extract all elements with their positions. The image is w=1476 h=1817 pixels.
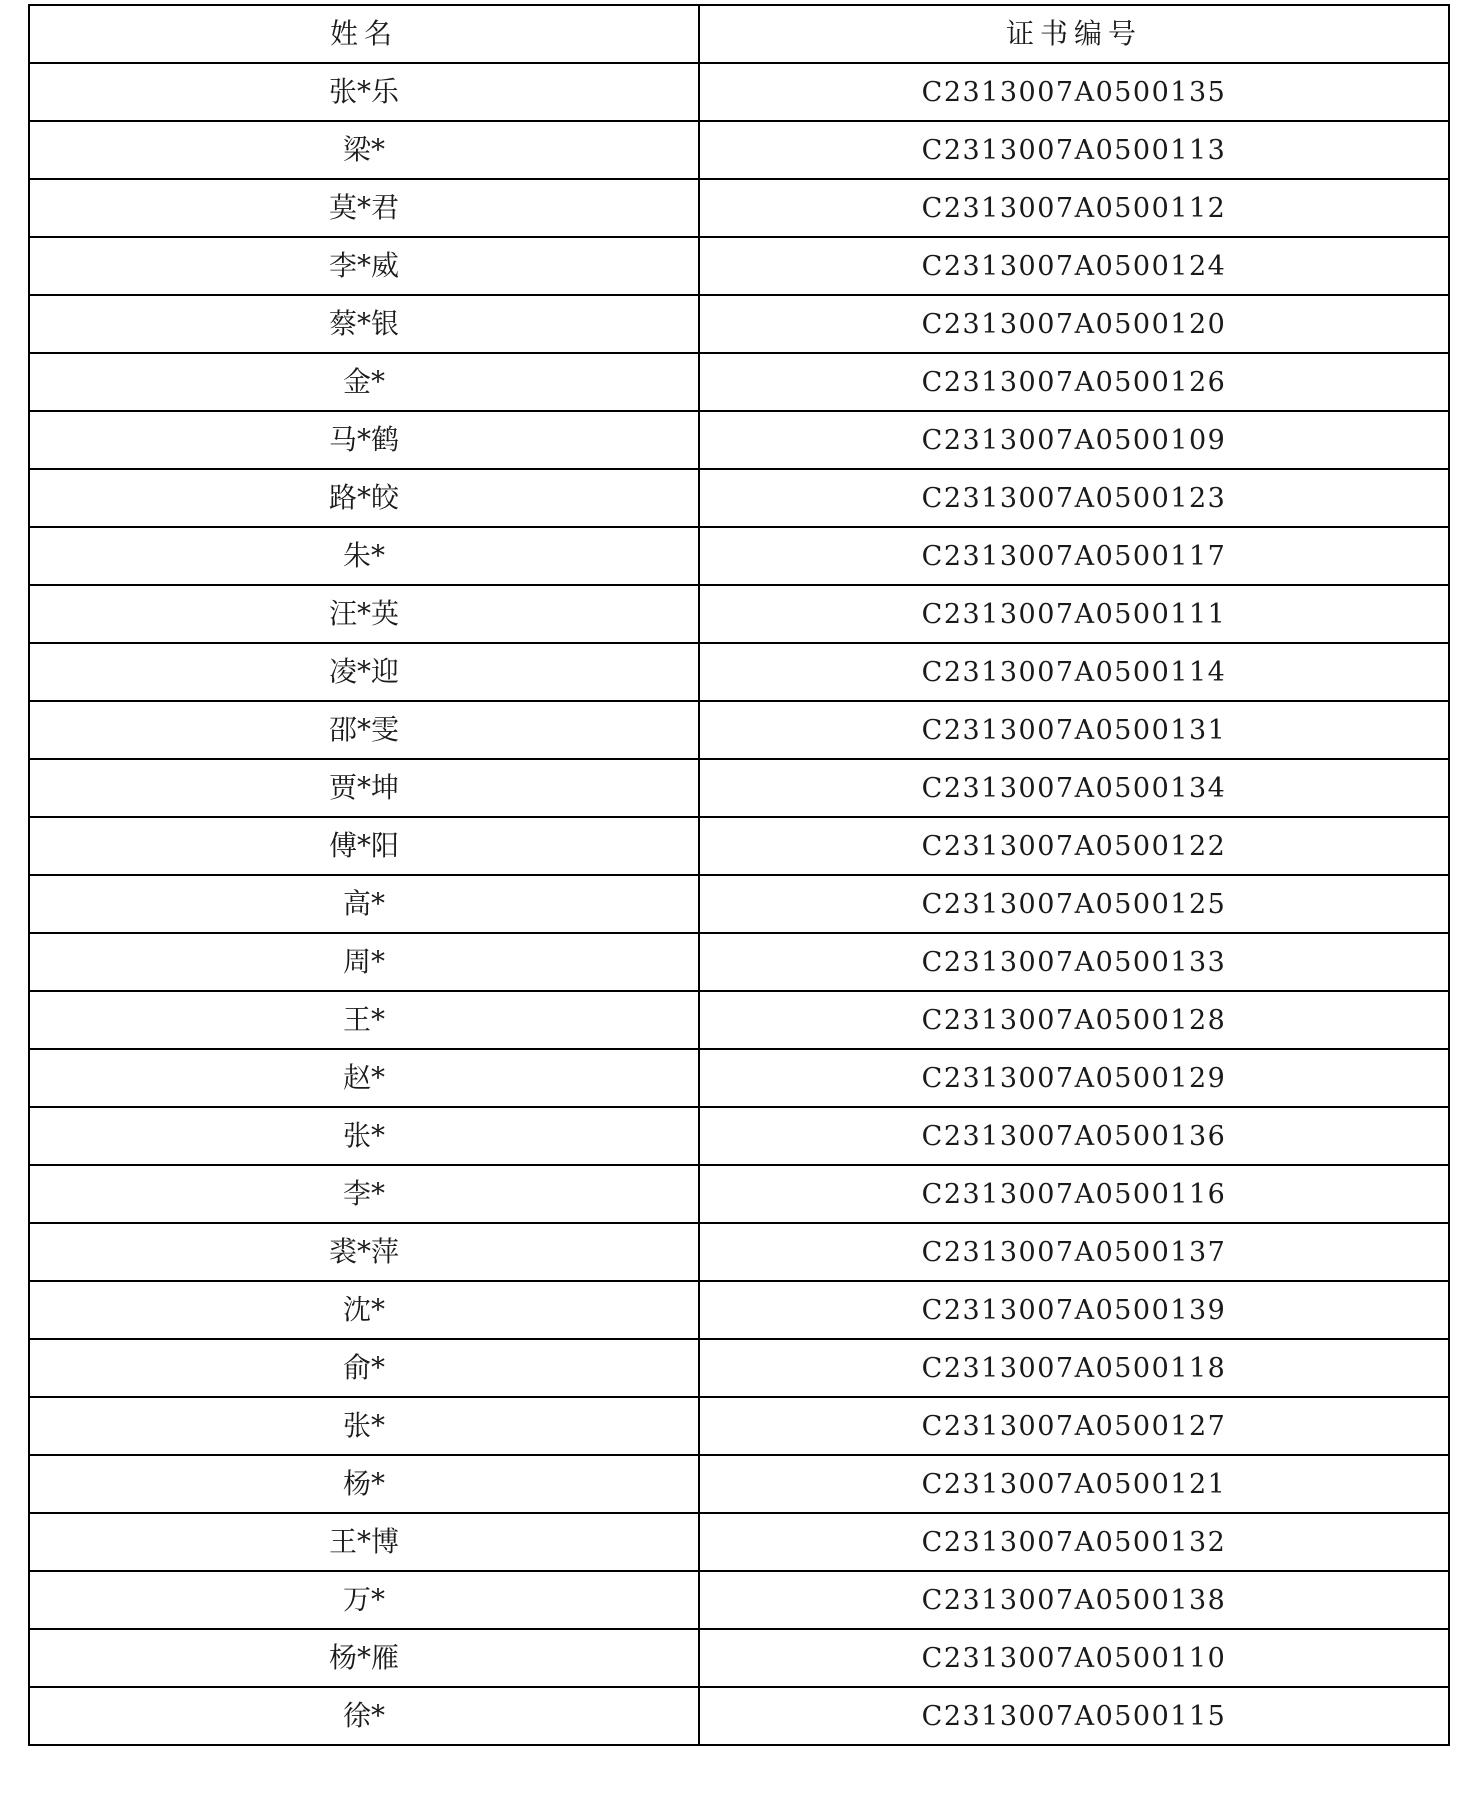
name-cell: 朱* <box>29 527 699 585</box>
table-row <box>29 527 1449 585</box>
table-row <box>29 63 1449 121</box>
certificate-number-cell: C2313007A0500129 <box>699 1049 1449 1107</box>
certificate-number-cell: C2313007A0500123 <box>699 469 1449 527</box>
name-cell: 张* <box>29 1397 699 1455</box>
name-cell: 杨* <box>29 1455 699 1513</box>
certificate-number-cell: C2313007A0500133 <box>699 933 1449 991</box>
name-cell: 王* <box>29 991 699 1049</box>
table-row <box>29 121 1449 179</box>
table-row <box>29 1165 1449 1223</box>
table-row <box>29 817 1449 875</box>
table-row <box>29 875 1449 933</box>
table-row <box>29 585 1449 643</box>
name-cell: 赵* <box>29 1049 699 1107</box>
name-cell: 王*博 <box>29 1513 699 1571</box>
table-row <box>29 179 1449 237</box>
table-row <box>29 237 1449 295</box>
name-cell: 贾*坤 <box>29 759 699 817</box>
table-row <box>29 991 1449 1049</box>
name-cell: 凌*迎 <box>29 643 699 701</box>
table-row <box>29 1629 1449 1687</box>
name-cell: 裘*萍 <box>29 1223 699 1281</box>
name-cell: 高* <box>29 875 699 933</box>
table-row <box>29 1223 1449 1281</box>
column-header-certificate-number: 证书编号 <box>699 5 1449 63</box>
certificate-number-cell: C2313007A0500120 <box>699 295 1449 353</box>
name-cell: 沈* <box>29 1281 699 1339</box>
certificate-number-cell: C2313007A0500112 <box>699 179 1449 237</box>
name-cell: 徐* <box>29 1687 699 1745</box>
table-row <box>29 411 1449 469</box>
certificate-list-page <box>28 4 1448 1746</box>
name-cell: 邵*雯 <box>29 701 699 759</box>
certificate-number-cell: C2313007A0500114 <box>699 643 1449 701</box>
certificate-number-cell: C2313007A0500116 <box>699 1165 1449 1223</box>
name-cell: 路*皎 <box>29 469 699 527</box>
certificate-number-cell: C2313007A0500118 <box>699 1339 1449 1397</box>
table-row <box>29 1513 1449 1571</box>
certificate-number-cell: C2313007A0500126 <box>699 353 1449 411</box>
certificate-number-cell: C2313007A0500134 <box>699 759 1449 817</box>
certificate-number-cell: C2313007A0500136 <box>699 1107 1449 1165</box>
certificate-number-cell: C2313007A0500117 <box>699 527 1449 585</box>
certificate-number-cell: C2313007A0500109 <box>699 411 1449 469</box>
name-cell: 金* <box>29 353 699 411</box>
certificate-number-cell: C2313007A0500125 <box>699 875 1449 933</box>
name-cell: 莫*君 <box>29 179 699 237</box>
column-header-name: 姓名 <box>29 5 699 63</box>
table-row <box>29 1455 1449 1513</box>
table-row <box>29 1687 1449 1745</box>
header-row <box>29 5 1449 63</box>
name-cell: 周* <box>29 933 699 991</box>
certificate-table <box>28 4 1450 1746</box>
certificate-number-cell: C2313007A0500124 <box>699 237 1449 295</box>
table-row <box>29 643 1449 701</box>
certificate-number-cell: C2313007A0500127 <box>699 1397 1449 1455</box>
certificate-number-cell: C2313007A0500132 <box>699 1513 1449 1571</box>
table-row <box>29 933 1449 991</box>
name-cell: 张*乐 <box>29 63 699 121</box>
table-row <box>29 701 1449 759</box>
certificate-number-cell: C2313007A0500139 <box>699 1281 1449 1339</box>
name-cell: 蔡*银 <box>29 295 699 353</box>
name-cell: 梁* <box>29 121 699 179</box>
certificate-number-cell: C2313007A0500110 <box>699 1629 1449 1687</box>
name-cell: 马*鹤 <box>29 411 699 469</box>
name-cell: 万* <box>29 1571 699 1629</box>
table-header <box>29 5 1449 63</box>
table-row <box>29 1049 1449 1107</box>
certificate-number-cell: C2313007A0500111 <box>699 585 1449 643</box>
table-row <box>29 1571 1449 1629</box>
name-cell: 李* <box>29 1165 699 1223</box>
name-cell: 傅*阳 <box>29 817 699 875</box>
name-cell: 俞* <box>29 1339 699 1397</box>
certificate-number-cell: C2313007A0500121 <box>699 1455 1449 1513</box>
table-row <box>29 759 1449 817</box>
certificate-number-cell: C2313007A0500115 <box>699 1687 1449 1745</box>
certificate-number-cell: C2313007A0500135 <box>699 63 1449 121</box>
certificate-number-cell: C2313007A0500122 <box>699 817 1449 875</box>
certificate-number-cell: C2313007A0500138 <box>699 1571 1449 1629</box>
table-row <box>29 353 1449 411</box>
table-row <box>29 469 1449 527</box>
certificate-number-cell: C2313007A0500113 <box>699 121 1449 179</box>
table-row <box>29 1397 1449 1455</box>
name-cell: 李*威 <box>29 237 699 295</box>
certificate-number-cell: C2313007A0500131 <box>699 701 1449 759</box>
name-cell: 汪*英 <box>29 585 699 643</box>
table-row <box>29 1281 1449 1339</box>
certificate-number-cell: C2313007A0500128 <box>699 991 1449 1049</box>
table-body <box>29 63 1449 1745</box>
table-row <box>29 1339 1449 1397</box>
table-row <box>29 295 1449 353</box>
table-row <box>29 1107 1449 1165</box>
certificate-number-cell: C2313007A0500137 <box>699 1223 1449 1281</box>
name-cell: 杨*雁 <box>29 1629 699 1687</box>
name-cell: 张* <box>29 1107 699 1165</box>
